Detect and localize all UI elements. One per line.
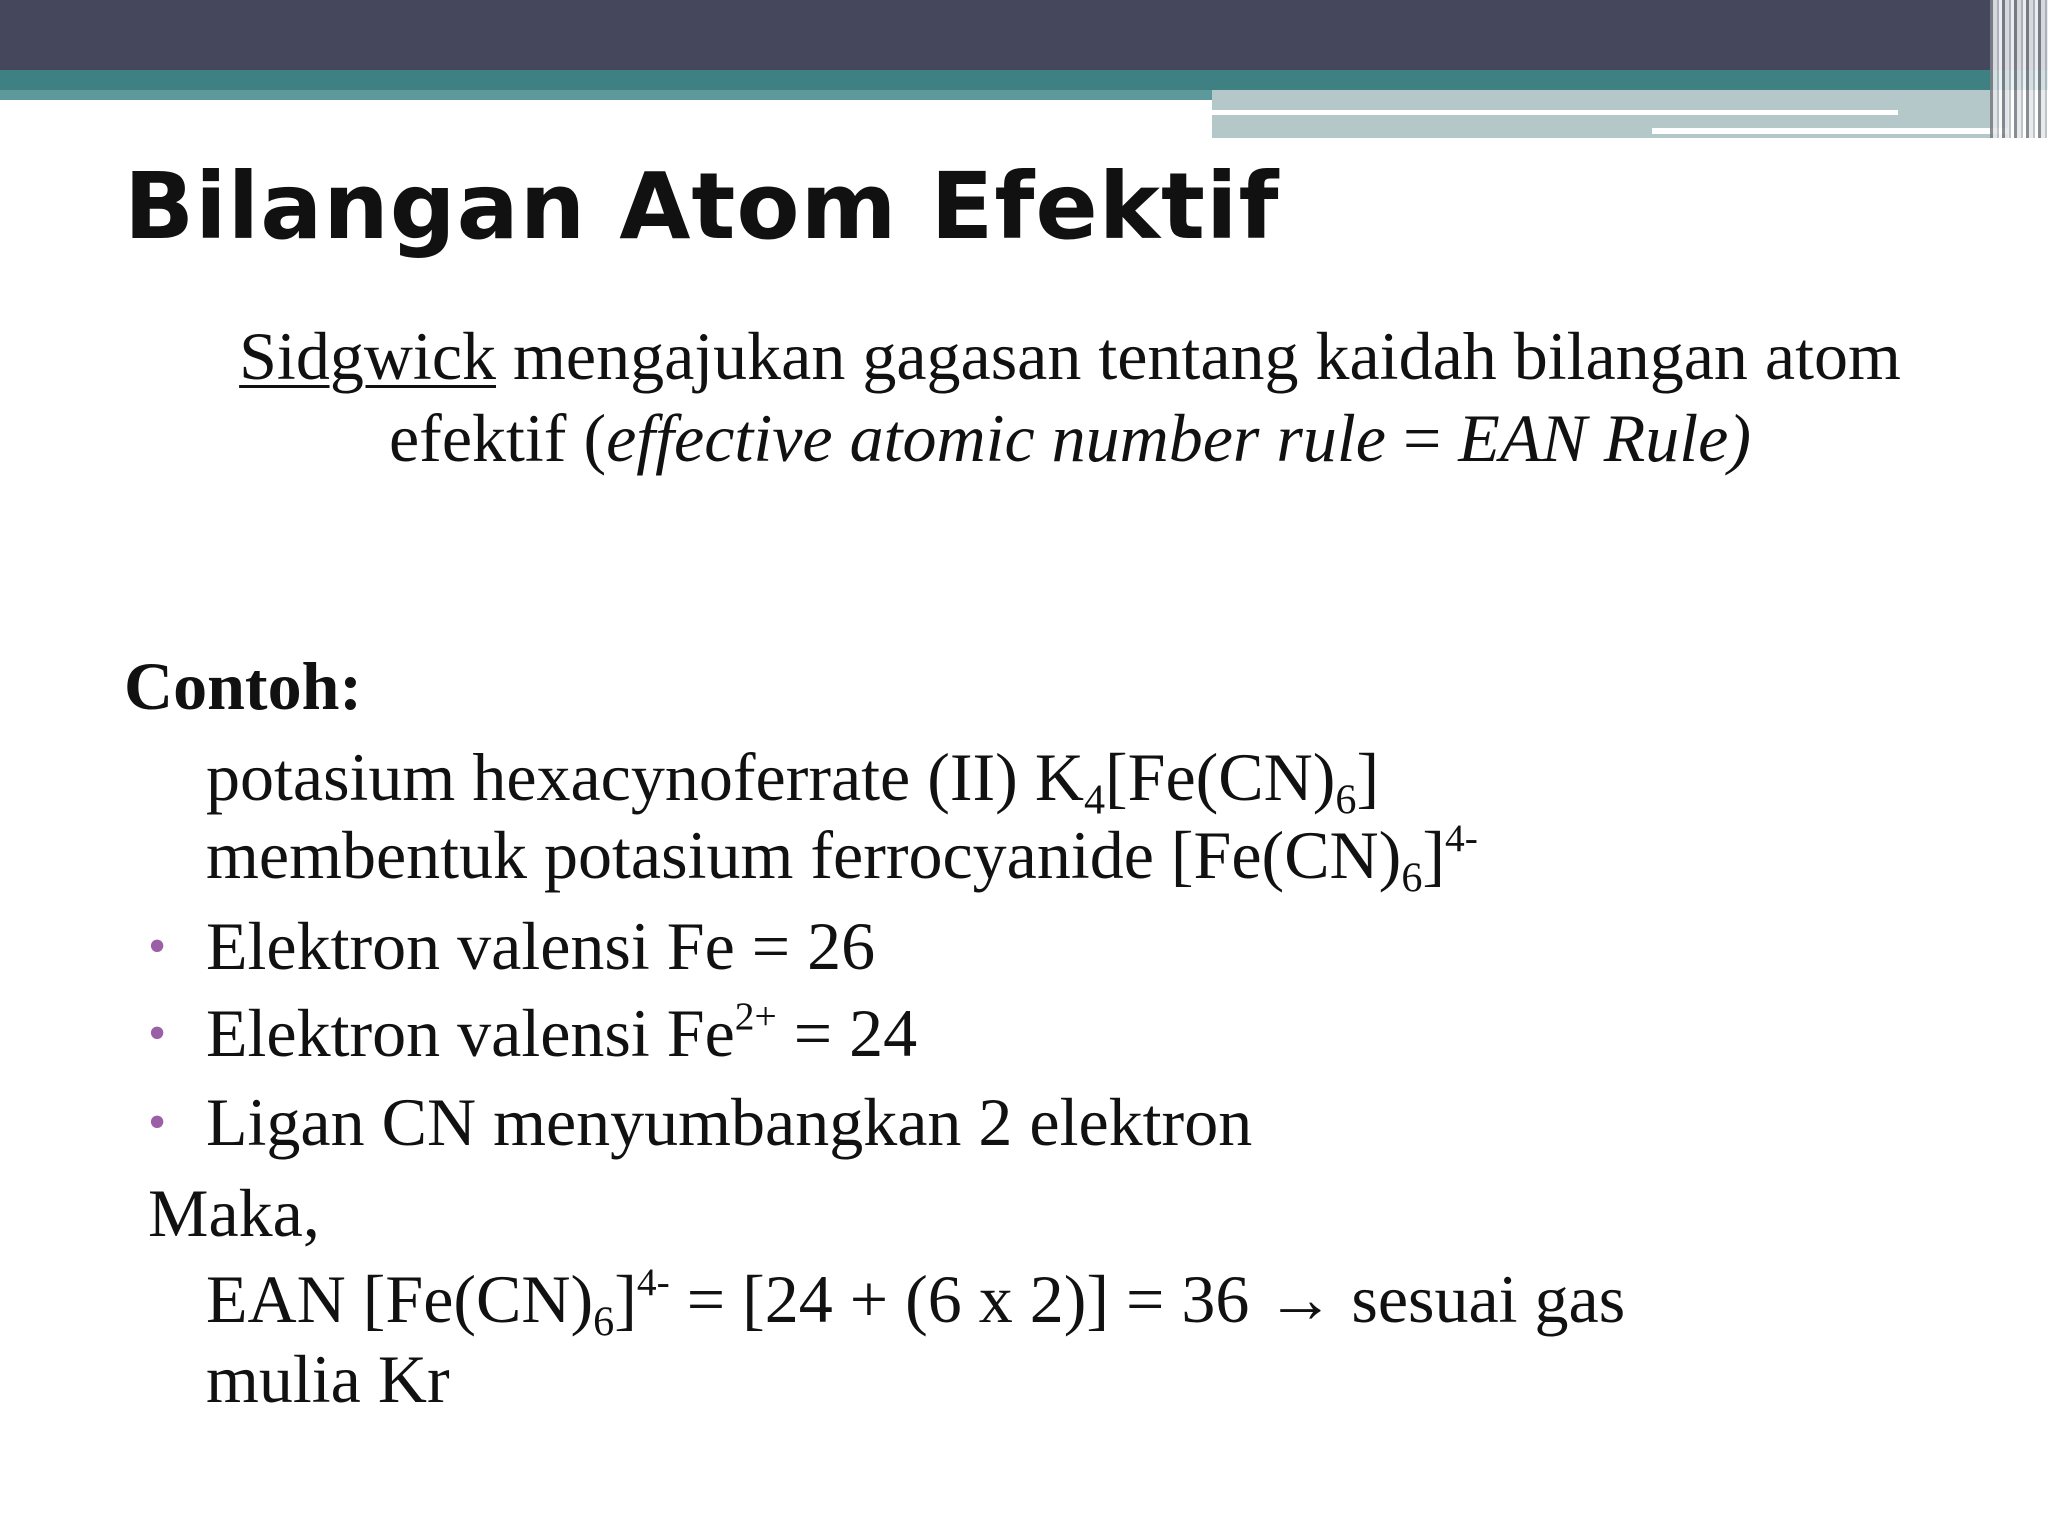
maka-label: Maka, [148, 1175, 320, 1251]
decorative-line [1212, 110, 1898, 115]
bullet-dot-icon: • [148, 1094, 167, 1151]
bullet-dot-icon: • [148, 1005, 167, 1062]
intro-italic-term: effective atomic number rule [606, 400, 1386, 476]
decorative-line [1652, 128, 2008, 134]
sidgwick-name: Sidgwick [239, 318, 497, 394]
teal-decorative-bar [0, 70, 2048, 90]
intro-paragraph [200, 315, 1940, 479]
bullet-item: • Ligan CN menyumbangkan 2 elektron [148, 1081, 1252, 1170]
example-line-2: membentuk potasium ferrocyanide $[Fe(CN)_6]^{4-}$ [206, 816, 1478, 902]
right-decorative-stripes [1990, 0, 2048, 138]
bullet-item: • Elektron valensi $Fe^{2+} = 24$ [148, 992, 917, 1081]
intro-text-equals: = [1385, 400, 1459, 476]
conclusion-line-1: EAN $[Fe(CN)_6]^{4-} = [24 + (6$ x 2)] = 36 → sesuai gas [206, 1260, 1626, 1346]
bullet-dot-icon: • [148, 918, 167, 975]
conclusion-line-2: mulia Kr [206, 1341, 450, 1417]
example-heading: Contoh: [124, 648, 363, 724]
example-line-1: potasium hexacynoferrate (II) $K_4[Fe(CN)_6]$ [206, 739, 1380, 824]
bullet-item: • Elektron valensi Fe = 26 [148, 905, 875, 994]
slide-title: Bilangan Atom Efektif [124, 153, 1280, 260]
top-decorative-bar [0, 0, 2048, 70]
intro-text: mengajukan gagasan tentang kaidah bilangan atom efektif ( [389, 318, 1901, 476]
intro-italic-ean: EAN Rule) [1458, 400, 1751, 476]
teal-thin-stripe [0, 90, 1212, 100]
